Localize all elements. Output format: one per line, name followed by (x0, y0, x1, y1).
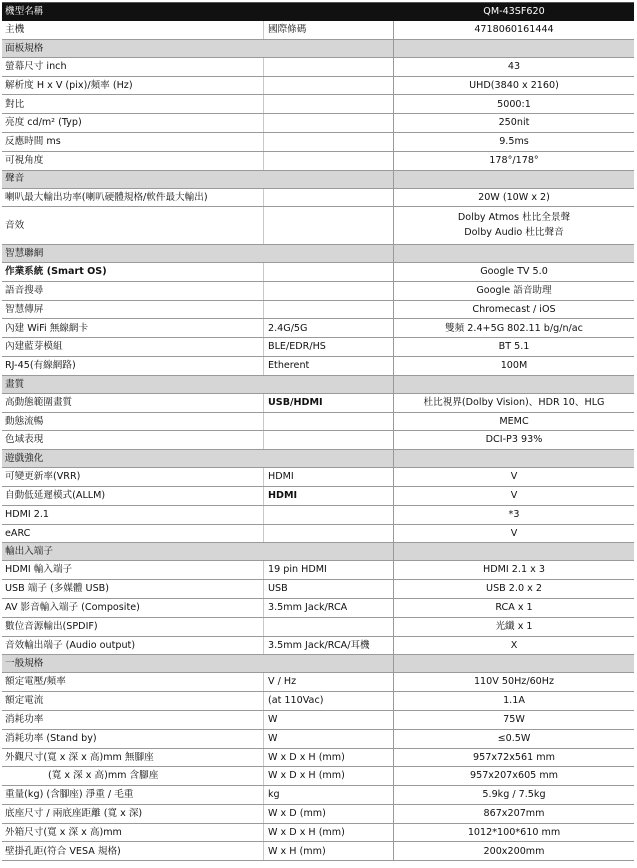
spec-value: 957x72x561 mm (473, 751, 555, 763)
table-row (2, 357, 634, 376)
section-header-row (2, 245, 634, 263)
spec-table (2, 2, 634, 861)
section-spacer (394, 40, 634, 57)
spec-label: 額定電流 (2, 692, 264, 710)
spec-label: 主機 (2, 21, 264, 39)
spec-label: 外觀尺寸(寬 x 深 x 高)mm 無腳座 (2, 749, 264, 767)
spec-label: 色域表現 (2, 431, 264, 449)
spec-value: 250nit (498, 117, 530, 129)
spec-value: Google 語音助理 (476, 284, 552, 296)
section-title: 輸出入端子 (2, 543, 394, 560)
spec-interface: HDMI (264, 468, 394, 486)
spec-value: 5.9kg / 7.5kg (482, 789, 546, 801)
spec-label: 音效 (2, 207, 264, 244)
table-row (2, 77, 634, 96)
table-row (2, 749, 634, 768)
section-header-row (2, 655, 634, 673)
spec-value: BT 5.1 (498, 341, 530, 353)
spec-interface: W x D (mm) (264, 805, 394, 823)
table-row (2, 805, 634, 824)
section-spacer (394, 655, 634, 672)
table-row (2, 525, 634, 544)
spec-label: 智慧傳屏 (2, 301, 264, 319)
spec-interface (264, 95, 394, 113)
section-header-row (2, 543, 634, 561)
spec-label: 動態流暢 (2, 413, 264, 431)
section-header-row (2, 171, 634, 189)
spec-interface: 19 pin HDMI (264, 561, 394, 579)
spec-label: 高動態範圍畫質 (2, 394, 264, 412)
spec-label: 語音搜尋 (2, 282, 264, 300)
spec-interface: Etherent (264, 357, 394, 375)
section-spacer (394, 450, 634, 467)
spec-interface: USB (264, 580, 394, 598)
section-title: 遊戲強化 (2, 450, 394, 467)
section-title: 畫質 (2, 376, 394, 393)
spec-label: 消耗功率 (2, 711, 264, 729)
table-row (2, 618, 634, 637)
table-row (2, 842, 634, 861)
table-row (2, 506, 634, 525)
spec-label: 自動低延遲模式(ALLM) (2, 487, 264, 505)
section-header-row (2, 376, 634, 394)
table-row (2, 319, 634, 338)
spec-interface: BLE/EDR/HS (264, 338, 394, 356)
spec-label: 壁掛孔距(符合 VESA 規格) (2, 842, 264, 860)
table-row (2, 431, 634, 450)
spec-value (394, 207, 634, 244)
spec-value: Google TV 5.0 (480, 266, 548, 278)
spec-label: AV 影音輸入端子 (Composite) (2, 599, 264, 617)
section-title: 聲音 (2, 171, 394, 188)
spec-interface: W x D x H (mm) (264, 824, 394, 842)
spec-interface: 3.5mm Jack/RCA/耳機 (264, 637, 394, 655)
table-row (2, 468, 634, 487)
spec-interface (264, 152, 394, 170)
section-header-row (2, 450, 634, 468)
spec-label: 數位音源輸出(SPDIF) (2, 618, 264, 636)
spec-interface: V / Hz (264, 673, 394, 691)
spec-value: 200x200mm (483, 845, 545, 857)
spec-label: eARC (2, 525, 264, 543)
spec-label: 底座尺寸 / 兩底座距離 (寬 x 深) (2, 805, 264, 823)
spec-interface (264, 506, 394, 524)
spec-interface (264, 207, 394, 244)
spec-label: 內建 WiFi 無線網卡 (2, 319, 264, 337)
table-row (2, 692, 634, 711)
table-row (2, 394, 634, 413)
spec-interface (264, 114, 394, 132)
spec-value: 867x207mm (483, 808, 545, 820)
spec-value: V (510, 527, 518, 539)
spec-label: (寬 x 深 x 高)mm 含腳座 (2, 767, 264, 785)
table-row (2, 824, 634, 843)
spec-label: RJ-45(有線網路) (2, 357, 264, 375)
spec-value: 100M (500, 360, 528, 372)
spec-value: Chromecast / iOS (472, 303, 556, 315)
table-row (2, 263, 634, 282)
spec-value: *3 (508, 508, 520, 520)
table-row (2, 413, 634, 432)
spec-interface: W (264, 730, 394, 748)
spec-label: 喇叭最大輸出功率(喇叭硬體規格/軟件最大輸出) (2, 189, 264, 207)
spec-value: 5000:1 (497, 98, 531, 110)
spec-interface (264, 282, 394, 300)
section-spacer (394, 245, 634, 262)
table-header-row (2, 3, 634, 21)
spec-value: X (510, 639, 518, 651)
table-row (2, 767, 634, 786)
spec-label: HDMI 2.1 (2, 506, 264, 524)
spec-interface: kg (264, 786, 394, 804)
spec-label: 音效輸出端子 (Audio output) (2, 637, 264, 655)
spec-interface: (at 110Vac) (264, 692, 394, 710)
header-spacer (264, 3, 394, 20)
spec-value: 1.1A (503, 695, 525, 707)
spec-interface (264, 301, 394, 319)
spec-label: 可視角度 (2, 152, 264, 170)
section-spacer (394, 543, 634, 560)
table-row (2, 637, 634, 656)
spec-value: USB 2.0 x 2 (486, 583, 542, 595)
spec-value: 雙頻 2.4+5G 802.11 b/g/n/ac (445, 322, 583, 334)
spec-label: HDMI 輸入端子 (2, 561, 264, 579)
spec-interface (264, 413, 394, 431)
spec-value: 20W (10W x 2) (478, 191, 550, 203)
spec-label: 重量(kg) (含腳座) 淨重 / 毛重 (2, 786, 264, 804)
spec-interface: W x D x H (mm) (264, 749, 394, 767)
spec-interface: 國際條碼 (264, 21, 394, 39)
table-row (2, 282, 634, 301)
table-row (2, 711, 634, 730)
table-row (2, 580, 634, 599)
spec-value: 光纖 x 1 (495, 620, 533, 632)
spec-value: RCA x 1 (495, 602, 533, 614)
spec-value-line: Dolby Atmos 杜比全景聲 (457, 211, 571, 223)
table-row (2, 301, 634, 320)
spec-label: 解析度 H x V (pix)/頻率 (Hz) (2, 77, 264, 95)
table-row (2, 95, 634, 114)
spec-value: HDMI 2.1 x 3 (483, 564, 545, 576)
table-row (2, 561, 634, 580)
spec-value: MEMC (499, 415, 529, 427)
spec-interface (264, 189, 394, 207)
table-row (2, 599, 634, 618)
section-title: 面板規格 (2, 40, 394, 57)
spec-label: 亮度 cd/m² (Typ) (2, 114, 264, 132)
spec-rows (2, 21, 634, 861)
spec-value: 957x207x605 mm (469, 770, 559, 782)
spec-label: 螢幕尺寸 inch (2, 58, 264, 76)
section-spacer (394, 171, 634, 188)
spec-interface: W (264, 711, 394, 729)
section-title: 智慧聯網 (2, 245, 394, 262)
spec-value: 杜比視界(Dolby Vision)、HDR 10、HLG (423, 396, 605, 408)
table-row (2, 338, 634, 357)
spec-label: 對比 (2, 95, 264, 113)
spec-value: 178°/178° (489, 154, 539, 166)
spec-interface (264, 133, 394, 151)
spec-interface: USB/HDMI (264, 394, 394, 412)
spec-label: 反應時間 ms (2, 133, 264, 151)
spec-label: 消耗功率 (Stand by) (2, 730, 264, 748)
section-header-row (2, 40, 634, 58)
table-row (2, 58, 634, 77)
model-name: QM-43SF620 (483, 5, 545, 17)
spec-value: 4718060161444 (474, 24, 554, 36)
spec-interface (264, 431, 394, 449)
spec-label: 可變更新率(VRR) (2, 468, 264, 486)
table-row (2, 730, 634, 749)
table-row (2, 133, 634, 152)
spec-value: V (510, 490, 518, 502)
spec-interface (264, 263, 394, 281)
spec-interface: W x H (mm) (264, 842, 394, 860)
table-row (2, 152, 634, 171)
header-label: 機型名稱 (5, 5, 44, 17)
table-row (2, 207, 634, 245)
spec-value: 1012*100*610 mm (467, 826, 561, 838)
spec-value: DCI-P3 93% (485, 434, 543, 446)
spec-interface (264, 77, 394, 95)
spec-interface: 3.5mm Jack/RCA (264, 599, 394, 617)
spec-label: 作業系統 (Smart OS) (2, 263, 264, 281)
section-title: 一般規格 (2, 655, 394, 672)
table-row (2, 487, 634, 506)
spec-label: 外箱尺寸(寬 x 深 x 高)mm (2, 824, 264, 842)
spec-interface: W x D x H (mm) (264, 767, 394, 785)
spec-interface (264, 58, 394, 76)
spec-value: 43 (507, 60, 521, 72)
spec-interface: HDMI (264, 487, 394, 505)
table-row (2, 786, 634, 805)
table-row (2, 189, 634, 208)
spec-label: USB 端子 (多媒體 USB) (2, 580, 264, 598)
section-spacer (394, 376, 634, 393)
table-row (2, 21, 634, 40)
spec-interface: 2.4G/5G (264, 319, 394, 337)
spec-interface (264, 525, 394, 543)
spec-value: 9.5ms (499, 136, 529, 148)
spec-value-line: Dolby Audio 杜比聲音 (464, 226, 564, 238)
table-row (2, 673, 634, 692)
spec-value: UHD(3840 x 2160) (469, 79, 559, 91)
spec-value: 110V 50Hz/60Hz (473, 676, 555, 688)
spec-value: V (510, 471, 518, 483)
spec-label: 額定電壓/頻率 (2, 673, 264, 691)
spec-value: 75W (503, 714, 525, 726)
spec-value: ≤0.5W (497, 732, 531, 744)
spec-interface (264, 618, 394, 636)
spec-label: 內建藍芽模組 (2, 338, 264, 356)
table-row (2, 114, 634, 133)
